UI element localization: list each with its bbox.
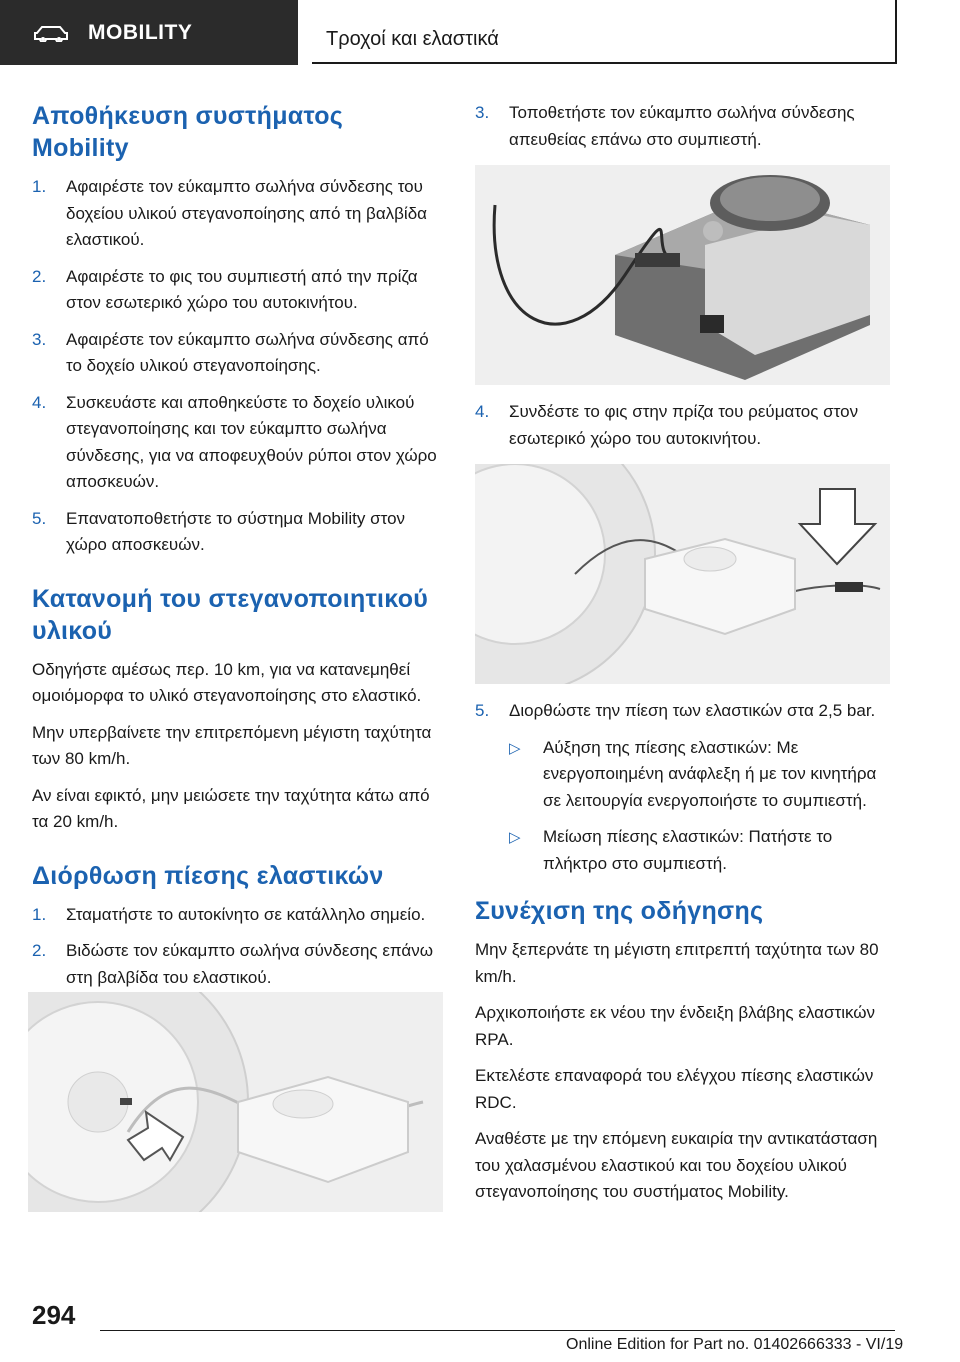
step-text: Αφαιρέστε τον εύκαμπτο σωλήνα σύνδεσης του δοχείου υλικού στεγανοποίησης από τη βαλβίδα ελαστικού. — [66, 177, 428, 249]
list-item — [32, 174, 444, 254]
paragraph: Μην υπερβαίνετε την επιτρεπόμενη μέγιστη ταχύτητα των 80 km/h. — [32, 722, 432, 768]
triangle-bullet-icon: ▷ — [509, 829, 521, 846]
list-item — [32, 264, 444, 317]
heading-storage: Αποθήκευση συστήματος Mobility — [32, 102, 344, 162]
illustration-compressor — [475, 165, 890, 385]
triangle-bullet-icon: ▷ — [509, 739, 521, 757]
step-number: 3. — [32, 329, 47, 349]
list-item — [475, 698, 895, 877]
tire-compressor-drawing — [28, 992, 443, 1212]
step-number: 5. — [32, 508, 47, 528]
step-text: Συσκευάστε και αποθηκεύστε το δοχείο υλικού στεγανοποίησης και τον εύκαμπτο σωλήνα σύνδεσης, για να αποφευχθούν ρύποι στον χώρο αποσκευών. — [66, 392, 437, 491]
paragraph: Αν είναι εφικτό, μην μειώσετε την ταχύτητα κάτω από τα 20 km/h. — [32, 785, 430, 831]
pressure-steps — [32, 902, 444, 992]
heading-continue: Συνέχιση της οδήγησης — [475, 897, 764, 925]
sub-item — [509, 735, 895, 815]
step-text: Επανατοποθετήστε το σύστημα Mobility στον χώρο αποσκευών. — [66, 508, 406, 554]
heading-pressure: Διόρθωση πίεσης ελαστικών — [32, 861, 384, 890]
paragraph: Μην ξεπερνάτε τη μέγιστη επιτρεπτή ταχύτητα των 80 km/h. — [475, 940, 879, 986]
illustration-plug-connection — [475, 464, 890, 684]
chapter-title: Τροχοί και ελαστικά — [326, 28, 499, 50]
list-item — [32, 506, 444, 559]
paragraph: Αρχικοποιήστε εκ νέου την ένδειξη βλάβης ελαστικών RPA. — [475, 1003, 876, 1049]
step-number: 1. — [32, 177, 47, 196]
list-item — [32, 938, 444, 991]
step-number: 4. — [475, 402, 490, 421]
pressure-steps-cont — [475, 100, 895, 153]
heading-distribution: Κατανομή του στεγανοποιητικού υλικού — [32, 584, 429, 645]
sub-text: Αύξηση της πίεσης ελαστικών: Με ενεργοποιημένη ανάφλεξη ή με τον κινητήρα σε λειτουργία ενεργοποιήστε το συμπιεστή. — [543, 737, 877, 810]
edition-note: Online Edition for Part no. 01402666333 - VI/19 — [566, 1336, 904, 1353]
step-text: Αφαιρέστε το φις του συμπιεστή από την πρίζα στον εσωτερικό χώρο του αυτοκινήτου. — [66, 266, 418, 312]
step-text: Σταματήστε το αυτοκίνητο σε κατάλληλο σημείο. — [66, 904, 426, 924]
list-item — [475, 100, 895, 153]
chapter-header — [312, 0, 897, 64]
plug-drawing — [475, 464, 890, 684]
step-number: 3. — [475, 103, 490, 122]
step-text: Τοποθετήστε τον εύκαμπτο σωλήνα σύνδεσης απευθείας επάνω στο συμπιεστή. — [509, 103, 855, 149]
sub-item — [509, 824, 895, 877]
pressure-steps-cont3 — [475, 698, 895, 877]
list-item — [475, 399, 895, 452]
step-number: 2. — [32, 266, 47, 286]
paragraph: Εκτελέστε επαναφορά του ελέγχου πίεσης ελαστικών RDC. — [475, 1066, 874, 1112]
sub-text: Μείωση πίεσης ελαστικών: Πατήστε το πλήκτρο στο συμπιεστή. — [543, 827, 833, 873]
step-number: 2. — [32, 941, 47, 960]
list-item — [32, 327, 444, 380]
pressure-steps-cont2 — [475, 399, 895, 452]
list-item — [32, 390, 444, 496]
step-text: Βιδώστε τον εύκαμπτο σωλήνα σύνδεσης επάνω στη βαλβίδα του ελαστικού. — [66, 941, 433, 987]
footer-divider — [100, 1330, 895, 1331]
car-icon — [34, 26, 68, 42]
step-text: Συνδέστε το φις στην πρίζα του ρεύματος στον εσωτερικό χώρο του αυτοκινήτου. — [509, 402, 859, 448]
paragraph: Αναθέστε με την επόμενη ευκαιρία την αντικατάσταση του χαλασμένου ελαστικού και του δοχείου υλικού στεγανοποίησης του συστήματος Mobility. — [475, 1129, 878, 1201]
step-text: Αφαιρέστε τον εύκαμπτο σωλήνα σύνδεσης από το δοχείο υλικού στεγανοποίησης. — [66, 329, 429, 375]
step-number: 4. — [32, 392, 47, 412]
list-item — [32, 902, 444, 929]
step-number: 5. — [475, 701, 490, 720]
left-column — [32, 100, 444, 1001]
right-column — [475, 100, 895, 1216]
page-number: 294 — [32, 1300, 76, 1330]
section-tab — [0, 0, 298, 65]
storage-steps — [32, 174, 444, 559]
step-number: 1. — [32, 904, 47, 924]
sub-list — [509, 735, 895, 878]
step-text: Διορθώστε την πίεση των ελαστικών στα 2,5 bar. — [509, 701, 876, 720]
section-title: MOBILITY — [88, 21, 193, 44]
compressor-drawing — [475, 165, 890, 385]
paragraph: Οδηγήστε αμέσως περ. 10 km, για να κατανεμηθεί ομοιόμορφα το υλικό στεγανοποίησης στο ελαστικό. — [32, 659, 422, 705]
illustration-valve-connection — [28, 992, 443, 1212]
